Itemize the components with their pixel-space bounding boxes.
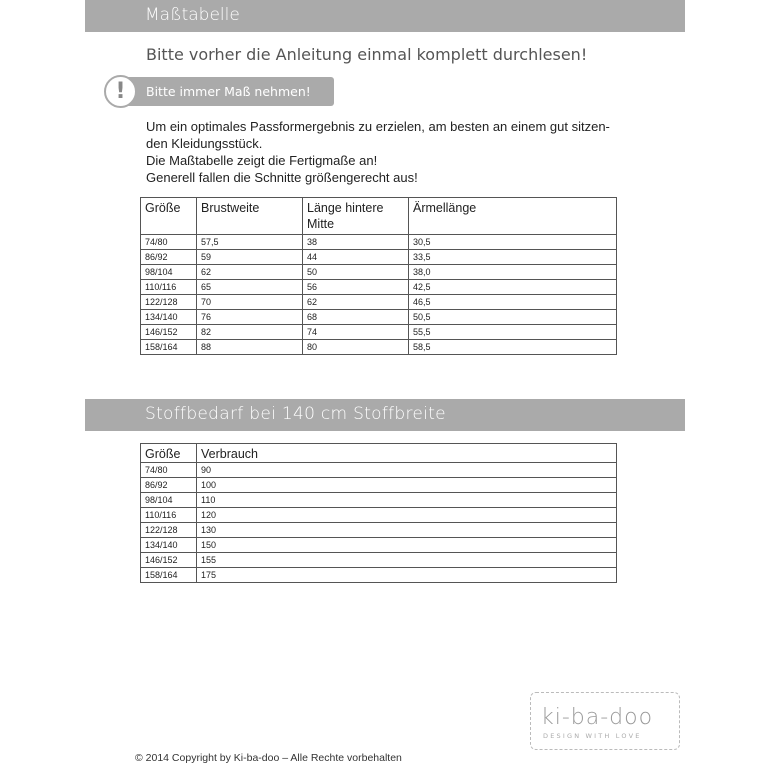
table-cell: 82: [197, 325, 303, 340]
table-cell: 110: [197, 493, 617, 508]
table-cell: 122/128: [141, 523, 197, 538]
table-cell: 44: [303, 250, 409, 265]
table-cell: 65: [197, 280, 303, 295]
header-consumption: Verbrauch: [197, 444, 617, 463]
table-row: [141, 295, 617, 310]
table-cell: 68: [303, 310, 409, 325]
exclamation-icon: !: [104, 75, 137, 108]
table-row: [141, 280, 617, 295]
fabric-requirement-table: [140, 443, 617, 583]
table-cell: 86/92: [141, 478, 197, 493]
paragraph-line: Die Maßtabelle zeigt die Fertigmaße an!: [146, 153, 378, 168]
measurements-section-title: Maßtabelle: [145, 5, 240, 25]
measurements-section-header: [85, 0, 685, 32]
table-cell: 80: [303, 340, 409, 355]
table-row: [141, 538, 617, 553]
table-row: [141, 340, 617, 355]
table-cell: 74/80: [141, 235, 197, 250]
table-cell: 122/128: [141, 295, 197, 310]
table-cell: 56: [303, 280, 409, 295]
table-row: [141, 508, 617, 523]
table-cell: 33,5: [409, 250, 617, 265]
fabric-section-header: [85, 399, 685, 431]
table-header-row: [141, 198, 617, 235]
paragraph-line: Generell fallen die Schnitte größengerecht aus!: [146, 170, 418, 185]
table-cell: 86/92: [141, 250, 197, 265]
table-cell: 74: [303, 325, 409, 340]
intro-text: Bitte vorher die Anleitung einmal komplett durchlesen!: [146, 45, 588, 64]
table-cell: 134/140: [141, 538, 197, 553]
table-row: [141, 568, 617, 583]
table-cell: 158/164: [141, 340, 197, 355]
table-cell: 155: [197, 553, 617, 568]
table-row: [141, 235, 617, 250]
table-cell: 58,5: [409, 340, 617, 355]
table-cell: 146/152: [141, 553, 197, 568]
table-header-row: [141, 444, 617, 463]
header-size: Größe: [141, 444, 197, 463]
instructions-paragraph: [146, 118, 616, 186]
table-cell: 42,5: [409, 280, 617, 295]
table-cell: 130: [197, 523, 617, 538]
table-cell: 50: [303, 265, 409, 280]
table-cell: 150: [197, 538, 617, 553]
logo-tagline: DESIGN WITH LOVE: [543, 732, 642, 740]
table-cell: 38: [303, 235, 409, 250]
table-row: [141, 493, 617, 508]
table-cell: 46,5: [409, 295, 617, 310]
header-back-length: Länge hintere Mitte: [303, 198, 409, 235]
table-cell: 70: [197, 295, 303, 310]
table-cell: 62: [303, 295, 409, 310]
paragraph-line: Um ein optimales Passformergebnis zu erzielen, am besten an einem gut sitzen-: [146, 119, 610, 134]
brand-logo: [530, 692, 680, 750]
logo-name: ki-ba-doo: [541, 705, 654, 730]
table-cell: 146/152: [141, 325, 197, 340]
table-cell: 98/104: [141, 493, 197, 508]
table-row: [141, 250, 617, 265]
fabric-section-title: Stoffbedarf bei 140 cm Stoffbreite: [145, 404, 446, 424]
table-cell: 62: [197, 265, 303, 280]
header-size: Größe: [141, 198, 197, 235]
table-row: [141, 478, 617, 493]
table-row: [141, 325, 617, 340]
table-cell: 134/140: [141, 310, 197, 325]
table-cell: 120: [197, 508, 617, 523]
table-row: [141, 553, 617, 568]
table-cell: 100: [197, 478, 617, 493]
paragraph-line: den Kleidungsstück.: [146, 136, 263, 151]
table-cell: 38,0: [409, 265, 617, 280]
table-cell: 110/116: [141, 280, 197, 295]
table-cell: 88: [197, 340, 303, 355]
table-cell: 76: [197, 310, 303, 325]
notice-bar: [118, 77, 334, 106]
table-cell: 59: [197, 250, 303, 265]
table-cell: 110/116: [141, 508, 197, 523]
size-measurement-table: [140, 197, 617, 355]
table-cell: 55,5: [409, 325, 617, 340]
table-cell: 98/104: [141, 265, 197, 280]
table-cell: 90: [197, 463, 617, 478]
table-row: [141, 463, 617, 478]
header-chest-width: Brustweite: [197, 198, 303, 235]
table-cell: 158/164: [141, 568, 197, 583]
table-cell: 30,5: [409, 235, 617, 250]
copyright-footer: © 2014 Copyright by Ki-ba-doo – Alle Rechte vorbehalten: [135, 752, 402, 764]
table-row: [141, 310, 617, 325]
notice-banner: [104, 75, 334, 108]
table-row: [141, 265, 617, 280]
table-cell: 175: [197, 568, 617, 583]
header-sleeve-length: Ärmellänge: [409, 198, 617, 235]
table-cell: 50,5: [409, 310, 617, 325]
table-cell: 74/80: [141, 463, 197, 478]
table-cell: 57,5: [197, 235, 303, 250]
notice-text: Bitte immer Maß nehmen!: [146, 84, 311, 99]
table-row: [141, 523, 617, 538]
